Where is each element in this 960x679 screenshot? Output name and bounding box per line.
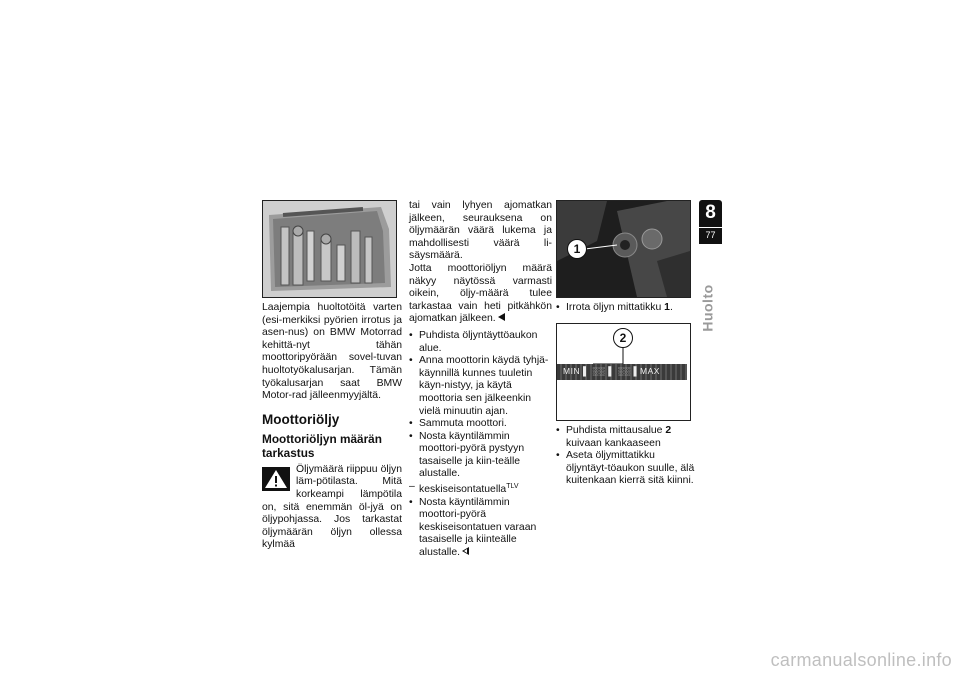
list-item-text: Irrota öljyn mittatikku <box>566 302 662 313</box>
column-1 <box>262 302 402 552</box>
engine-photo <box>556 200 691 298</box>
callout-1: 1 <box>567 239 587 259</box>
reference-number: 1 <box>664 302 670 313</box>
warning-block <box>262 464 402 552</box>
list-item <box>409 497 552 560</box>
list-item <box>409 431 552 481</box>
chapter-number: 8 <box>705 202 716 223</box>
paragraph-2-text: Jotta moottoriöljyn määrä näkyy näytössä varmasti oikein, öljy-määrä tulee tarkastaa vain heti pitkähkön ajomatkan jälkeen. <box>409 262 552 325</box>
list-item <box>556 425 696 450</box>
list-item-text: Nosta käyntilämmin moottori-pyörä pystyyn tasaiselle ja kiin-teälle alustalle. <box>419 430 525 480</box>
section-name: Huolto <box>699 284 716 332</box>
list-item <box>409 355 552 418</box>
bullet-marker: • <box>556 425 560 436</box>
list-item: • Irrota öljyn mittatikku 1. <box>556 302 673 313</box>
bullet-marker: • <box>556 450 560 462</box>
subsection-heading: Moottoriöljyn määrän tarkastus <box>262 431 382 460</box>
list-item <box>409 330 552 355</box>
paragraph-2 <box>409 263 552 326</box>
bullet-marker: • <box>556 302 560 313</box>
chapter-tab <box>699 200 722 244</box>
column-3-steps-2 <box>556 425 696 488</box>
tool-kit-illustration <box>263 201 396 297</box>
list-item-text: Aseta öljymittatikku öljyntäyt-töaukon suulle, älä kuitenkaan kierrä sitä kiinni. <box>566 450 695 487</box>
list-item <box>556 450 696 488</box>
procedure-list <box>409 330 552 560</box>
list-item-text: Nosta käyntilämmin moottori-pyörä keskiseisontatuen varaan tasaiselle ja kiinteälle alustalle. <box>419 496 537 559</box>
dipstick-marking: MIN ▌ ░░ ▌ ░░ ▌MAX <box>563 366 660 376</box>
warning-icon <box>262 467 290 491</box>
bullet-marker: • <box>409 418 413 430</box>
bullet-marker: • <box>409 496 413 508</box>
paragraph-1: tai vain lyhyen ajomatkan jälkeen, seurauksena on öljymäärän väärä lukema ja mahdollisesti väärä li-säysmäärä. <box>409 200 552 262</box>
list-item-text: Anna moottorin käydä tyhjä-käynnillä kunnes tuuletin käyn-nistyy, ja käytä moottoria sen jälkeenkin vielä minuutin ajan. <box>419 355 549 417</box>
step-list-1 <box>556 302 696 315</box>
column-2 <box>409 200 552 560</box>
dash-item-text: keskiseisontatuella <box>419 484 507 496</box>
bullet-marker: • <box>409 430 413 442</box>
tool-kit-photo <box>262 200 397 298</box>
section-side-label <box>689 284 729 332</box>
section-heading: Moottoriöljy <box>262 411 340 427</box>
column-3-step-1 <box>556 302 696 315</box>
bullet-marker: • <box>409 355 413 367</box>
watermark: carmanualsonline.info <box>770 650 952 670</box>
list-item <box>409 418 552 431</box>
dash-item <box>409 481 552 497</box>
chapter-tab-divider <box>699 227 722 228</box>
list-item-text: Puhdista mittausalue <box>566 425 663 436</box>
list-item-text: kuivaan kankaaseen <box>566 437 661 449</box>
list-item-text: Sammuta moottori. <box>419 418 507 430</box>
end-of-topic-open-icon <box>462 547 469 555</box>
intro-paragraph: Laajempia huoltotöitä varten (esi-merkiksi pyörien irrotus ja asen-nus) on BMW Motorrad kehittä-nyt tähän moottoripyörään sovel-tuvan huoltotyökalusarjan. Tämän työkalusarjan saat BMW Motor-rad jälleenmyyjältä. <box>262 302 402 402</box>
dipstick-photo <box>556 323 691 421</box>
step-list-2 <box>556 425 696 488</box>
option-superscript: TLV <box>506 483 519 491</box>
warning-text: Öljymäärä riippuu öljyn läm-pötilasta. Mitä korkeampi lämpötila on, sitä enemmän öl-jyä on öljypohjassa. Jos tarkastat öljymäärän öljyn ollessa kylmää <box>262 463 402 551</box>
bullet-marker: • <box>409 329 413 341</box>
list-item-text: Puhdista öljyntäyttöaukon alue. <box>419 329 538 354</box>
dash-marker: – <box>409 481 415 493</box>
end-of-topic-icon <box>498 313 505 321</box>
page-number: 77 <box>705 230 716 240</box>
callout-2: 2 <box>613 328 633 348</box>
reference-number: 2 <box>665 425 672 436</box>
